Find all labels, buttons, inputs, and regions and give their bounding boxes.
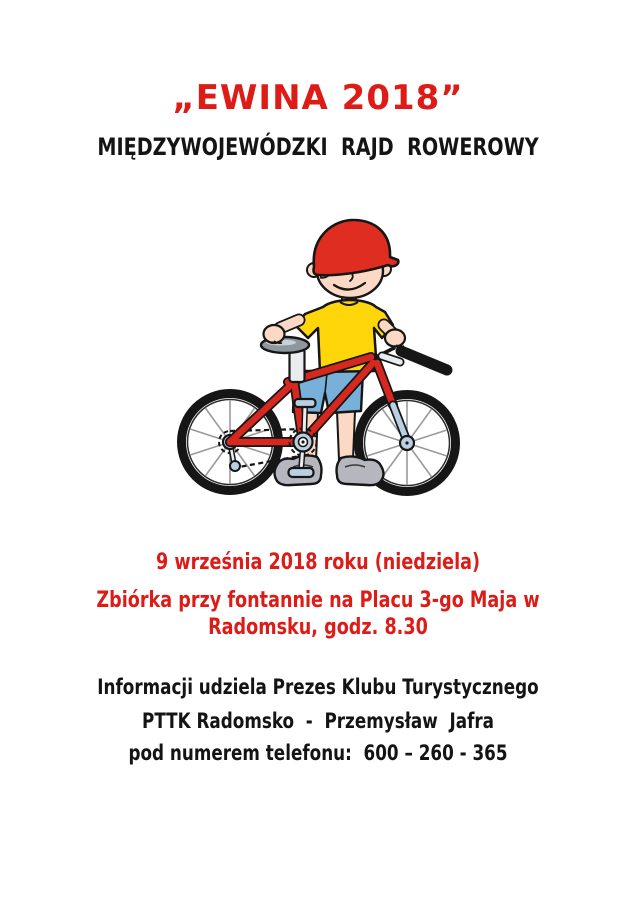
- boy-head: [307, 220, 398, 298]
- handlebar: [376, 348, 447, 370]
- poster-title: „EWINA 2018”: [172, 78, 464, 118]
- boy-helmet: [314, 220, 399, 275]
- contact-phone-line: pod numerem telefonu: 600 – 260 - 365: [128, 741, 508, 765]
- meeting-place-line-1: Zbiórka przy fontannie na Placu 3-go Maja w: [96, 588, 540, 613]
- contact-info-line-2: PTTK Radomsko - Przemysław Jafra: [142, 709, 494, 733]
- event-date-line: 9 września 2018 roku (niedziela): [155, 550, 481, 575]
- poster-subtitle: MIĘDZYWOJEWÓDZKI RAJD ROWEROWY: [97, 133, 539, 161]
- boy-with-bicycle-illustration: [177, 215, 461, 501]
- meeting-place-line-2: Radomsku, godz. 8.30: [208, 615, 428, 640]
- contact-info-line-1: Informacji udziela Prezes Klubu Turystycznego: [97, 675, 539, 699]
- boy-right-leg: [337, 411, 355, 460]
- saddle: [261, 337, 309, 382]
